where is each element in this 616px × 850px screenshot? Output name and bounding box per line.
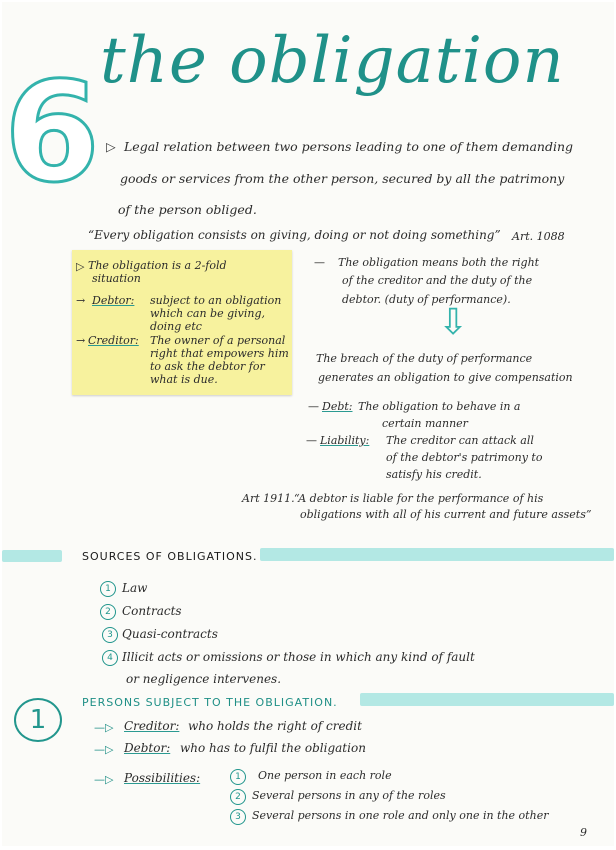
arrow-icon: —▷: [94, 773, 114, 786]
section-number-circle: 1: [14, 698, 62, 742]
possibility-item: One person in each role: [258, 769, 392, 782]
sticky-line: what is due.: [150, 373, 218, 386]
list-number-circle: 1: [100, 581, 116, 597]
sources-item: Illicit acts or omissions or those in which any kind of fault: [122, 650, 475, 664]
creditor-text: who holds the right of credit: [188, 719, 362, 733]
chapter-number: 6: [4, 52, 101, 213]
debt-line: certain manner: [382, 417, 468, 430]
arrow-icon: →: [76, 334, 86, 347]
creditor-label: Creditor:: [124, 719, 180, 733]
sticky-creditor-label: Creditor:: [88, 334, 139, 347]
sources-item: Quasi-contracts: [122, 627, 218, 641]
sticky-debtor-label: Debtor:: [92, 294, 135, 307]
liability-line: of the debtor's patrimony to: [386, 451, 543, 464]
list-number-circle: 3: [230, 809, 246, 825]
quote-text: “Every obligation consists on giving, doing or not doing something”: [88, 228, 501, 242]
debt-line: The obligation to behave in a: [358, 400, 521, 413]
sticky-line: right that empowers him: [150, 347, 289, 360]
down-arrow-icon: ⇩: [438, 302, 469, 343]
highlight-stroke: [260, 548, 614, 561]
sticky-line: subject to an obligation: [150, 294, 282, 307]
debt-label: Debt:: [322, 400, 353, 413]
sticky-line: The obligation is a 2-fold: [88, 259, 227, 272]
right-line: The obligation means both the right: [338, 256, 540, 269]
dash-icon: —: [306, 434, 317, 447]
debtor-label: Debtor:: [124, 741, 171, 755]
sticky-line: which can be giving,: [150, 307, 266, 320]
possibility-item: Several persons in any of the roles: [252, 789, 446, 802]
sources-heading: SOURCES OF OBLIGATIONS.: [82, 550, 258, 563]
dash-icon: —: [308, 400, 319, 413]
persons-heading: PERSONS SUBJECT TO THE OBLIGATION.: [82, 696, 338, 709]
breach-line: generates an obligation to give compensation: [318, 371, 573, 384]
list-number-circle: 4: [102, 650, 118, 666]
liability-label: Liability:: [320, 434, 370, 447]
possibilities-label: Possibilities:: [124, 771, 201, 785]
sticky-note: [72, 250, 292, 395]
list-number-circle: 3: [102, 627, 118, 643]
highlight-stroke: [360, 693, 614, 706]
list-number-circle: 1: [230, 769, 246, 785]
definition-line: Legal relation between two persons leading to one of them demanding: [124, 139, 574, 154]
liability-line: satisfy his credit.: [386, 468, 482, 481]
article-line: obligations with all of his current and future assets”: [300, 508, 592, 521]
right-line: of the creditor and the duty of the: [342, 274, 533, 287]
arrow-icon: —▷: [94, 721, 114, 734]
sources-item: Law: [122, 581, 148, 595]
definition-bullet-icon: ▷: [106, 139, 116, 154]
right-line: debtor. (duty of performance).: [342, 293, 511, 306]
sticky-line: The owner of a personal: [150, 334, 286, 347]
arrow-icon: —▷: [94, 743, 114, 756]
arrow-icon: →: [76, 294, 86, 307]
sticky-line: to ask the debtor for: [150, 360, 265, 373]
highlight-stroke: [2, 550, 62, 562]
breach-line: The breach of the duty of performance: [316, 352, 533, 365]
possibility-item: Several persons in one role and only one in the other: [252, 809, 549, 822]
quote-ref: Art. 1088: [512, 230, 565, 243]
page-number: 9: [580, 826, 587, 839]
definition-line: of the person obliged.: [118, 202, 257, 217]
article-ref: Art 1911.: [242, 492, 295, 505]
sticky-bullet-icon: ▷: [76, 260, 85, 273]
sources-item: Contracts: [122, 604, 182, 618]
list-number-circle: 2: [230, 789, 246, 805]
dash-icon: —: [314, 256, 325, 269]
definition-line: goods or services from the other person, secured by all the patrimony: [120, 171, 565, 186]
list-number-circle: 2: [100, 604, 116, 620]
sources-item-continuation: or negligence intervenes.: [126, 672, 282, 686]
liability-line: The creditor can attack all: [386, 434, 534, 447]
sticky-line: situation: [92, 272, 141, 285]
notes-page: [2, 2, 614, 846]
debtor-text: who has to fulfil the obligation: [180, 741, 366, 755]
page-title: the obligation: [100, 24, 565, 98]
sticky-line: doing etc: [150, 320, 202, 333]
article-line: “A debtor is liable for the performance of his: [294, 492, 544, 505]
